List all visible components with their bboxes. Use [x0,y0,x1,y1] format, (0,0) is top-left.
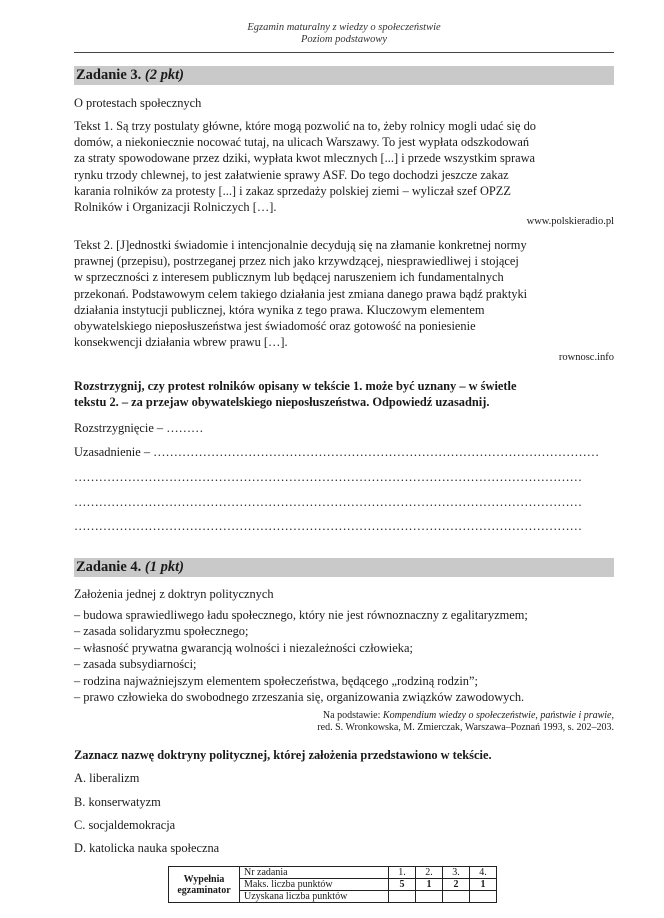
assumption-item: – prawo człowieka do swobodnego zrzeszania się, organizowania związków zawodowych. [74,690,525,705]
task3-title: Zadanie 3. [76,67,142,83]
option-a[interactable]: A. liberalizm [74,771,140,785]
task3-text2 [74,237,614,350]
task4-source-prefix: Na podstawie: [322,710,383,721]
task4-question: Zaznacz nazwę doktryny politycznej, której założenia przedstawiono w tekście. [74,748,492,762]
text1-line: za straty spowodowane przez dziki, wypłata kwot mlecznych [...] i przede wszystkim sprawa [74,151,536,166]
assumption-item: – budowa sprawiedliwego ładu społecznego, który nie jest równoznaczny z egalitaryzmem; [74,608,528,622]
text2-line: Tekst 2. [J]ednostki świadomie i intencjonalnie decydują się na złamanie konkretnej normy [74,238,527,252]
text1-line: rynku trzody chlewnej, to jest załatwienie sprawy ASF. Do tego dochodzi jeszcze zakaz [74,167,509,182]
task3-subtitle: O protestach społecznych [74,96,202,110]
max-points-cell: 1 [416,879,443,891]
task3-question-line2: tekstu 2. – za przejaw obywatelskiego nieposłuszeństwa. Odpowiedź uzasadnij. [74,395,490,410]
max-points-cell: 5 [389,879,416,891]
task4-source-line2: red. S. Wronkowska, M. Zmierczak, Warszawa–Poznań 1993, s. 202–203. [317,722,614,733]
text2-line: w sprzeczności z interesem publicznym lub będącej naruszeniem ich fundamentalnych [74,270,504,285]
header-rule [74,52,614,53]
task4-title-bar [74,558,614,577]
task3-dotted-line-3[interactable]: …………………………………………………………………………………………………………… [74,519,583,533]
task3-dotted-line-2[interactable]: …………………………………………………………………………………………………………… [74,495,583,509]
task-number-cell: 4. [470,867,497,879]
obtained-points-cell[interactable] [470,891,497,903]
text1-line: Tekst 1. Są trzy postulaty główne, które mogą pozwolić na to, żeby rolnicy mogli udać się do [74,119,536,133]
task3-question-line1: Rozstrzygnij, czy protest rolników opisany w tekście 1. może być uznany – w świetle [74,379,517,393]
text2-line: konsekwencji działania wbrew prawu […]. [74,335,288,350]
task3-text1 [74,118,614,215]
text1-line: karania rolników za protesty [...] i zakaz sprzedaży polskiej ziemi – wyliczał szef OPZZ [74,183,511,198]
task4-source [194,710,614,734]
task3-title-bar [74,66,614,85]
score-table [168,866,497,903]
task3-answer-field[interactable]: Rozstrzygnięcie – ……… [74,421,204,435]
task4-title: Zadanie 4. [76,559,142,575]
text2-line: obywatelskiego nieposłuszeństwa jest świadomość oraz gotowość na poniesienie [74,319,476,334]
task4-subtitle: Założenia jednej z doktryn politycznych [74,587,274,601]
assumption-item: – rodzina najważniejszym elementem społeczeństwa, będącego „rodziną rodzin”; [74,673,478,688]
obtained-points-cell[interactable] [443,891,470,903]
text2-line: działania instytucji publicznej, która wynika z tego prawa. Kluczowym elementem [74,302,485,317]
task3-justification-field[interactable]: Uzasadnienie – ……………………………………………………………………………………………… [74,445,600,459]
assumption-item: – zasada solidaryzmu społecznego; [74,624,249,639]
row-task-number-label: Nr zadania [240,867,389,879]
max-points-cell: 2 [443,879,470,891]
option-d[interactable]: D. katolicka nauka społeczna [74,841,220,855]
task4-assumptions-list [74,607,614,705]
task3-question [74,378,614,410]
text1-line: Rolników i Organizacji Rolniczych […]. [74,200,277,215]
assumption-item: – własność prywatna gwarancją wolności i niezależności człowieka; [74,640,413,655]
task-number-cell: 3. [443,867,470,879]
obtained-points-cell[interactable] [389,891,416,903]
header-level: Poziom podstawowy [300,34,388,45]
task3-dotted-line-1[interactable]: …………………………………………………………………………………………………………… [74,470,583,484]
page-header [74,22,614,46]
text2-line: prawnej (przepisu), postrzeganej przez nich jako krzywdzącej, niesprawiedliwej i stojącej [74,254,519,269]
obtained-points-cell[interactable] [416,891,443,903]
task4-points: (1 pkt) [144,559,184,575]
task3-text2-source: rownosc.info [558,352,614,363]
option-b[interactable]: B. konserwatyzm [74,795,161,809]
task3-text1-source: www.polskieradio.pl [526,216,614,227]
task4-source-title: Kompendium wiedzy o społeczeństwie, państwie i prawie, [382,710,614,721]
row-max-points-label: Maks. liczba punktów [240,879,389,891]
row-obtained-points-label: Uzyskana liczba punktów [240,891,389,903]
text1-line: domów, a niekoniecznie nocować tutaj, na ulicach Warszawy. To jest wypłata odszkodowań [74,135,530,150]
examiner-label: Wypełnia egzaminator [169,867,240,903]
max-points-cell: 1 [470,879,497,891]
task-number-cell: 1. [389,867,416,879]
header-exam-title: Egzamin maturalny z wiedzy o społeczeństwie [247,22,441,33]
option-c[interactable]: C. socjaldemokracja [74,818,176,832]
assumption-item: – zasada subsydiarności; [74,657,197,672]
text2-line: przekonań. Podstawowym celem takiego działania jest zmiana danego prawa bądź praktyki [74,286,528,301]
task-number-cell: 2. [416,867,443,879]
task3-points: (2 pkt) [144,67,184,83]
